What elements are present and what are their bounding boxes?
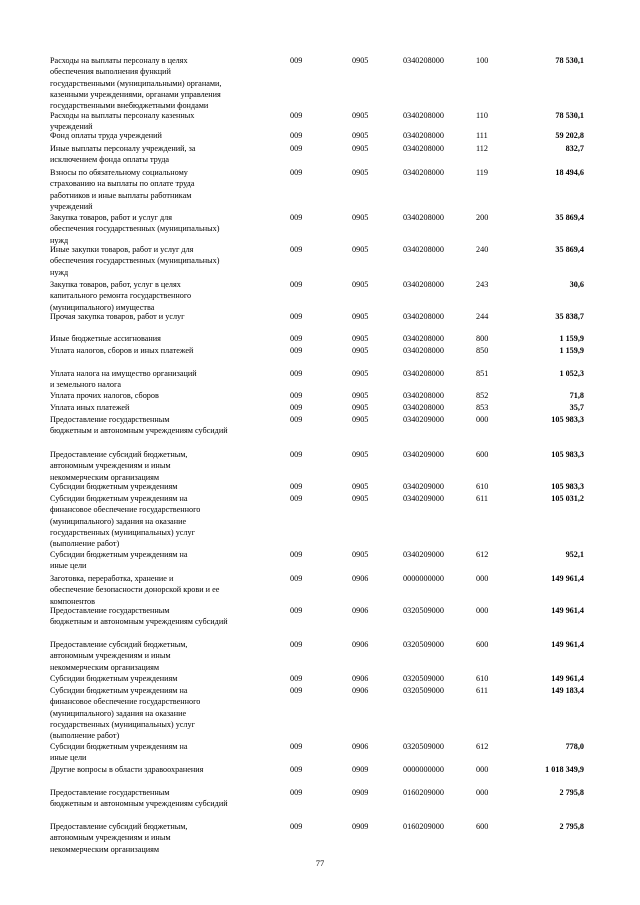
row-section-code: 0905 (352, 144, 369, 153)
row-section-code: 0905 (352, 213, 369, 222)
row-section-code: 0905 (352, 415, 369, 424)
row-target-article-code: 0340208000 (403, 111, 444, 120)
row-grbs-code: 009 (290, 640, 303, 649)
row-target-article-code: 0160209000 (403, 822, 444, 831)
row-target-article-code: 0340208000 (403, 391, 444, 400)
row-target-article-code: 0340209000 (403, 450, 444, 459)
row-name: Закупка товаров, работ и услуг для обеспечения государственных (муниципальных) нужд (50, 213, 220, 245)
row-target-article-code: 0340208000 (403, 403, 444, 412)
row-grbs-code: 009 (290, 280, 303, 289)
row-target-article-code: 0320509000 (403, 742, 444, 751)
row-amount: 35,7 (569, 403, 584, 412)
row-expense-type-code: 111 (476, 131, 488, 140)
row-target-article-code: 0340208000 (403, 168, 444, 177)
row-target-article-code: 0340209000 (403, 415, 444, 424)
row-grbs-code: 009 (290, 822, 303, 831)
row-amount: 59 202,8 (555, 131, 584, 140)
row-target-article-code: 0320509000 (403, 674, 444, 683)
row-expense-type-code: 612 (476, 550, 489, 559)
row-grbs-code: 009 (290, 312, 303, 321)
row-amount: 149 961,4 (551, 574, 584, 583)
row-expense-type-code: 100 (476, 56, 489, 65)
row-amount: 149 961,4 (551, 606, 584, 615)
row-section-code: 0906 (352, 606, 369, 615)
row-target-article-code: 0340208000 (403, 369, 444, 378)
row-name: Иные бюджетные ассигнования (50, 334, 161, 343)
row-amount: 105 983,3 (551, 415, 584, 424)
row-name: Субсидии бюджетным учреждениям на иные цели (50, 742, 188, 763)
row-expense-type-code: 119 (476, 168, 488, 177)
row-target-article-code: 0160209000 (403, 788, 444, 797)
row-amount: 78 530,1 (555, 111, 584, 120)
row-name: Предоставление субсидий бюджетным, автономным учреждениям и иным некоммерческим организациям (50, 450, 188, 482)
row-section-code: 0906 (352, 742, 369, 751)
row-amount: 1 159,9 (559, 346, 584, 355)
row-section-code: 0905 (352, 391, 369, 400)
row-amount: 149 961,4 (551, 640, 584, 649)
row-expense-type-code: 611 (476, 494, 488, 503)
row-name: Предоставление государственным бюджетным и автономным учреждениям субсидий (50, 606, 228, 627)
row-section-code: 0906 (352, 640, 369, 649)
row-name: Расходы на выплаты персоналу казенных учреждений (50, 111, 195, 132)
row-grbs-code: 009 (290, 391, 303, 400)
row-amount: 2 795,8 (559, 788, 584, 797)
row-name: Уплата прочих налогов, сборов (50, 391, 159, 400)
page-number: 77 (315, 858, 325, 868)
row-section-code: 0905 (352, 550, 369, 559)
row-section-code: 0905 (352, 369, 369, 378)
row-expense-type-code: 112 (476, 144, 488, 153)
row-section-code: 0905 (352, 346, 369, 355)
row-grbs-code: 009 (290, 131, 303, 140)
row-expense-type-code: 612 (476, 742, 489, 751)
row-expense-type-code: 000 (476, 415, 489, 424)
row-grbs-code: 009 (290, 788, 303, 797)
row-name: Предоставление государственным бюджетным и автономным учреждениям субсидий (50, 415, 228, 436)
row-amount: 832,7 (565, 144, 584, 153)
row-grbs-code: 009 (290, 574, 303, 583)
row-grbs-code: 009 (290, 213, 303, 222)
row-expense-type-code: 000 (476, 606, 489, 615)
row-section-code: 0905 (352, 450, 369, 459)
row-name: Субсидии бюджетным учреждениям на иные цели (50, 550, 188, 571)
row-expense-type-code: 000 (476, 788, 489, 797)
row-expense-type-code: 240 (476, 245, 489, 254)
row-grbs-code: 009 (290, 674, 303, 683)
row-grbs-code: 009 (290, 742, 303, 751)
row-section-code: 0905 (352, 280, 369, 289)
row-expense-type-code: 110 (476, 111, 488, 120)
row-grbs-code: 009 (290, 550, 303, 559)
row-name: Фонд оплаты труда учреждений (50, 131, 162, 140)
row-grbs-code: 009 (290, 245, 303, 254)
row-expense-type-code: 200 (476, 213, 489, 222)
row-target-article-code: 0340208000 (403, 312, 444, 321)
row-target-article-code: 0340208000 (403, 280, 444, 289)
row-section-code: 0905 (352, 56, 369, 65)
row-expense-type-code: 243 (476, 280, 489, 289)
row-grbs-code: 009 (290, 494, 303, 503)
row-section-code: 0905 (352, 482, 369, 491)
row-section-code: 0909 (352, 788, 369, 797)
row-target-article-code: 0340208000 (403, 346, 444, 355)
row-name: Субсидии бюджетным учреждениям (50, 674, 178, 683)
row-name: Заготовка, переработка, хранение и обеспечение безопасности донорской крови и ее компонентов (50, 574, 220, 606)
row-expense-type-code: 600 (476, 640, 489, 649)
row-amount: 2 795,8 (559, 822, 584, 831)
row-name: Предоставление субсидий бюджетным, автономным учреждениям и иным некоммерческим организациям (50, 640, 188, 672)
row-target-article-code: 0340208000 (403, 213, 444, 222)
row-name: Уплата иных платежей (50, 403, 130, 412)
row-name: Другие вопросы в области здравоохранения (50, 765, 204, 774)
row-target-article-code: 0340208000 (403, 56, 444, 65)
row-name: Субсидии бюджетным учреждениям (50, 482, 178, 491)
row-amount: 71,8 (569, 391, 584, 400)
row-name: Предоставление государственным бюджетным и автономным учреждениям субсидий (50, 788, 228, 809)
row-section-code: 0905 (352, 131, 369, 140)
row-expense-type-code: 600 (476, 822, 489, 831)
row-expense-type-code: 244 (476, 312, 489, 321)
row-grbs-code: 009 (290, 482, 303, 491)
row-grbs-code: 009 (290, 334, 303, 343)
row-expense-type-code: 800 (476, 334, 489, 343)
row-target-article-code: 0340209000 (403, 494, 444, 503)
row-grbs-code: 009 (290, 415, 303, 424)
row-target-article-code: 0320509000 (403, 606, 444, 615)
row-grbs-code: 009 (290, 111, 303, 120)
row-grbs-code: 009 (290, 144, 303, 153)
row-name: Субсидии бюджетным учреждениям на финансовое обеспечение государственного (муниципального) задания на оказание государственных (муниципальных) услуг (выполнение работ) (50, 494, 201, 549)
row-amount: 35 838,7 (555, 312, 584, 321)
row-target-article-code: 0320509000 (403, 686, 444, 695)
row-section-code: 0905 (352, 312, 369, 321)
row-section-code: 0909 (352, 765, 369, 774)
row-name: Уплата налога на имущество организаций и земельного налога (50, 369, 197, 390)
row-section-code: 0909 (352, 822, 369, 831)
row-expense-type-code: 610 (476, 482, 489, 491)
row-target-article-code: 0340208000 (403, 334, 444, 343)
row-amount: 1 159,9 (559, 334, 584, 343)
row-amount: 30,6 (569, 280, 584, 289)
row-expense-type-code: 853 (476, 403, 489, 412)
row-target-article-code: 0340209000 (403, 550, 444, 559)
row-grbs-code: 009 (290, 606, 303, 615)
row-grbs-code: 009 (290, 168, 303, 177)
row-amount: 149 183,4 (551, 686, 584, 695)
row-name: Уплата налогов, сборов и иных платежей (50, 346, 194, 355)
row-amount: 78 530,1 (555, 56, 584, 65)
row-amount: 105 031,2 (551, 494, 584, 503)
row-target-article-code: 0340208000 (403, 131, 444, 140)
row-section-code: 0905 (352, 334, 369, 343)
row-target-article-code: 0340208000 (403, 245, 444, 254)
row-target-article-code: 0000000000 (403, 574, 444, 583)
row-amount: 952,1 (565, 550, 584, 559)
row-section-code: 0906 (352, 574, 369, 583)
row-name: Иные закупки товаров, работ и услуг для обеспечения государственных (муниципальных) нужд (50, 245, 220, 277)
row-grbs-code: 009 (290, 450, 303, 459)
row-grbs-code: 009 (290, 369, 303, 378)
row-section-code: 0906 (352, 674, 369, 683)
row-target-article-code: 0340208000 (403, 144, 444, 153)
row-grbs-code: 009 (290, 346, 303, 355)
row-name: Иные выплаты персоналу учреждений, за исключением фонда оплаты труда (50, 144, 196, 165)
row-name: Прочая закупка товаров, работ и услуг (50, 312, 185, 321)
row-expense-type-code: 850 (476, 346, 489, 355)
row-section-code: 0905 (352, 168, 369, 177)
row-section-code: 0905 (352, 403, 369, 412)
row-amount: 18 494,6 (555, 168, 584, 177)
row-amount: 105 983,3 (551, 482, 584, 491)
row-section-code: 0906 (352, 686, 369, 695)
row-expense-type-code: 611 (476, 686, 488, 695)
row-expense-type-code: 851 (476, 369, 489, 378)
row-expense-type-code: 852 (476, 391, 489, 400)
row-target-article-code: 0340209000 (403, 482, 444, 491)
row-expense-type-code: 000 (476, 765, 489, 774)
row-amount: 35 869,4 (555, 245, 584, 254)
row-name: Взносы по обязательному социальному страхованию на выплаты по оплате труда работников и иные выплаты работникам учреждений (50, 168, 195, 211)
row-expense-type-code: 610 (476, 674, 489, 683)
row-grbs-code: 009 (290, 686, 303, 695)
row-name: Предоставление субсидий бюджетным, автономным учреждениям и иным некоммерческим организациям (50, 822, 188, 854)
row-expense-type-code: 600 (476, 450, 489, 459)
row-section-code: 0905 (352, 494, 369, 503)
row-amount: 778,0 (565, 742, 584, 751)
row-name: Закупка товаров, работ, услуг в целях капитального ремонта государственного (муниципального) имущества (50, 280, 192, 312)
row-amount: 35 869,4 (555, 213, 584, 222)
row-grbs-code: 009 (290, 56, 303, 65)
row-amount: 1 052,3 (559, 369, 584, 378)
row-target-article-code: 0000000000 (403, 765, 444, 774)
row-amount: 105 983,3 (551, 450, 584, 459)
row-target-article-code: 0320509000 (403, 640, 444, 649)
row-grbs-code: 009 (290, 403, 303, 412)
row-name: Расходы на выплаты персоналу в целях обеспечения выполнения функций государственными (муниципальными) органами, казенными учреждениями, органами управления государственными внебюджетными фондами (50, 56, 222, 111)
row-name: Субсидии бюджетным учреждениям на финансовое обеспечение государственного (муниципального) задания на оказание государственных (муниципальных) услуг (выполнение работ) (50, 686, 201, 741)
row-section-code: 0905 (352, 111, 369, 120)
row-expense-type-code: 000 (476, 574, 489, 583)
row-amount: 149 961,4 (551, 674, 584, 683)
row-grbs-code: 009 (290, 765, 303, 774)
row-amount: 1 018 349,9 (545, 765, 584, 774)
row-section-code: 0905 (352, 245, 369, 254)
